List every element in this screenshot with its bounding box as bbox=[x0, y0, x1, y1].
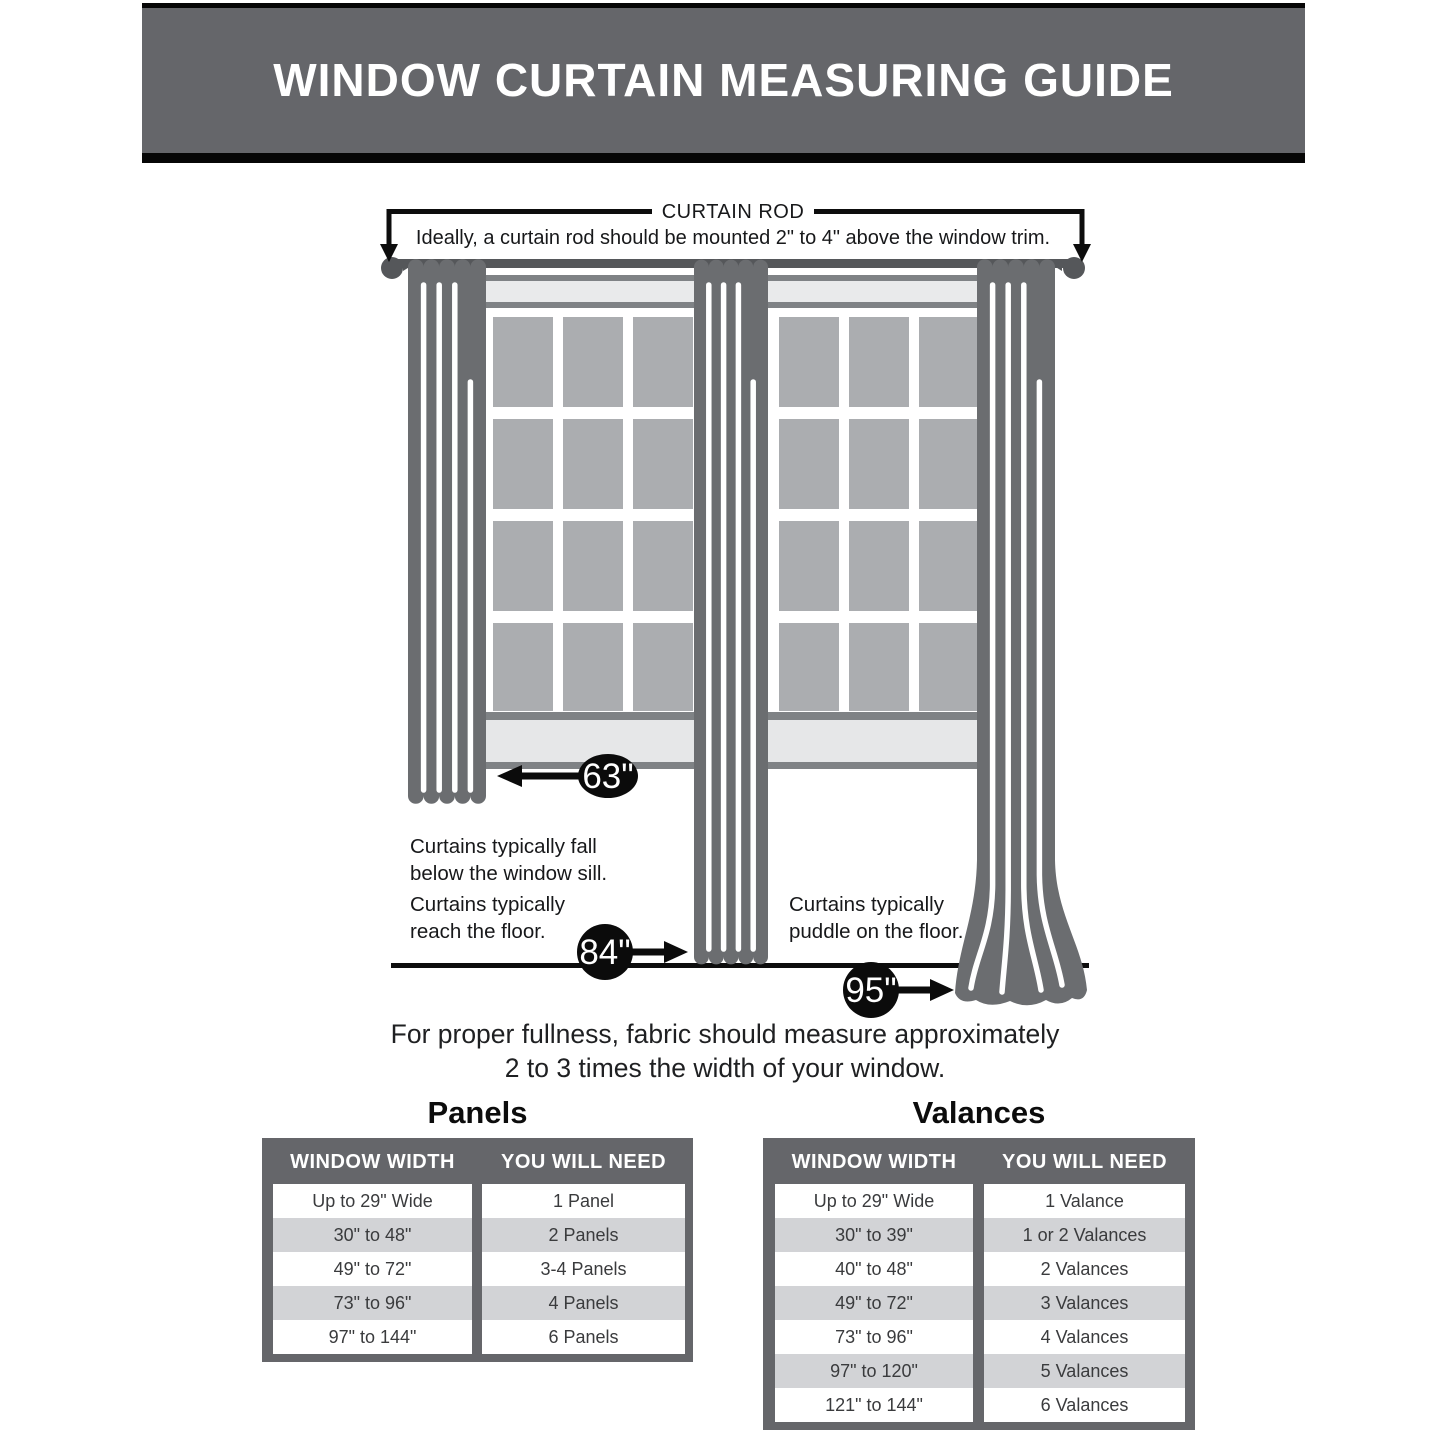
table-cell: 73" to 96" bbox=[835, 1327, 913, 1347]
rod-finial-left bbox=[381, 257, 403, 279]
table-cell: 1 Panel bbox=[552, 1191, 615, 1211]
puddle-length-caption: Curtains typically puddle on the floor. bbox=[789, 893, 964, 943]
table-cell: Up to 29" Wide bbox=[312, 1191, 433, 1211]
panels-table bbox=[262, 1138, 693, 1362]
valances-need-column bbox=[984, 1184, 1185, 1422]
column-header: WINDOW WIDTH bbox=[791, 1151, 957, 1173]
table-cell: 40" to 48" bbox=[835, 1259, 913, 1279]
table-cell: 3-4 Panels bbox=[540, 1259, 627, 1279]
rod-mounting-note: Ideally, a curtain rod should be mounted 2" to 4" above the window trim. bbox=[415, 227, 1051, 249]
sill-length-caption: Curtains typically fall below the window sill. bbox=[410, 835, 608, 885]
table-cell: 121" to 144" bbox=[825, 1395, 923, 1415]
measurement-84 bbox=[577, 924, 688, 980]
puddle-length-value: 95" bbox=[845, 971, 897, 1010]
panels-table-title: Panels bbox=[427, 1095, 528, 1130]
table-cell: 49" to 72" bbox=[333, 1259, 412, 1279]
panels-need-column bbox=[482, 1184, 685, 1354]
table-cell: 6 Valances bbox=[1040, 1395, 1129, 1415]
floor-length-caption: Curtains typically reach the floor. bbox=[410, 893, 565, 943]
column-header: WINDOW WIDTH bbox=[290, 1151, 455, 1173]
table-cell: 73" to 96" bbox=[273, 1286, 472, 1320]
sill-length-value: 63" bbox=[582, 757, 634, 796]
table-cell: 30" to 39" bbox=[775, 1218, 973, 1252]
panels-width-column bbox=[273, 1184, 472, 1354]
valances-table-title: Valances bbox=[912, 1095, 1046, 1130]
table-cell: Up to 29" Wide bbox=[813, 1191, 935, 1211]
table-cell: 30" to 48" bbox=[273, 1218, 472, 1252]
table-cell: 4 Panels bbox=[482, 1286, 685, 1320]
valances-table bbox=[763, 1138, 1195, 1430]
table-cell: 3 Valances bbox=[984, 1286, 1185, 1320]
table-cell: 1 or 2 Valances bbox=[984, 1218, 1185, 1252]
curtain-rod-label: CURTAIN ROD bbox=[661, 201, 805, 223]
table-cell: 5 Valances bbox=[984, 1354, 1185, 1388]
page-title: WINDOW CURTAIN MEASURING GUIDE bbox=[273, 54, 1174, 106]
curtain-floor-length bbox=[694, 260, 768, 965]
column-header: YOU WILL NEED bbox=[500, 1151, 667, 1173]
table-cell: 4 Valances bbox=[1040, 1327, 1129, 1347]
table-cell: 1 Valance bbox=[1045, 1191, 1124, 1211]
curtain-sill-length bbox=[408, 259, 486, 804]
arrow-right-icon bbox=[930, 979, 954, 1001]
column-header: YOU WILL NEED bbox=[1001, 1151, 1168, 1173]
valances-width-column bbox=[775, 1184, 973, 1422]
table-cell: 2 Panels bbox=[482, 1218, 685, 1252]
table-cell: 6 Panels bbox=[548, 1327, 619, 1347]
floor-length-value: 84" bbox=[579, 933, 631, 972]
table-cell: 97" to 144" bbox=[328, 1327, 417, 1347]
table-cell: 97" to 120" bbox=[775, 1354, 973, 1388]
table-cell: 2 Valances bbox=[1040, 1259, 1129, 1279]
measurement-95 bbox=[843, 962, 954, 1018]
arrow-right-icon bbox=[664, 941, 688, 963]
fullness-note: For proper fullness, fabric should measure approximately 2 to 3 times the width of your window. bbox=[390, 1019, 1060, 1083]
table-cell: 49" to 72" bbox=[775, 1286, 973, 1320]
